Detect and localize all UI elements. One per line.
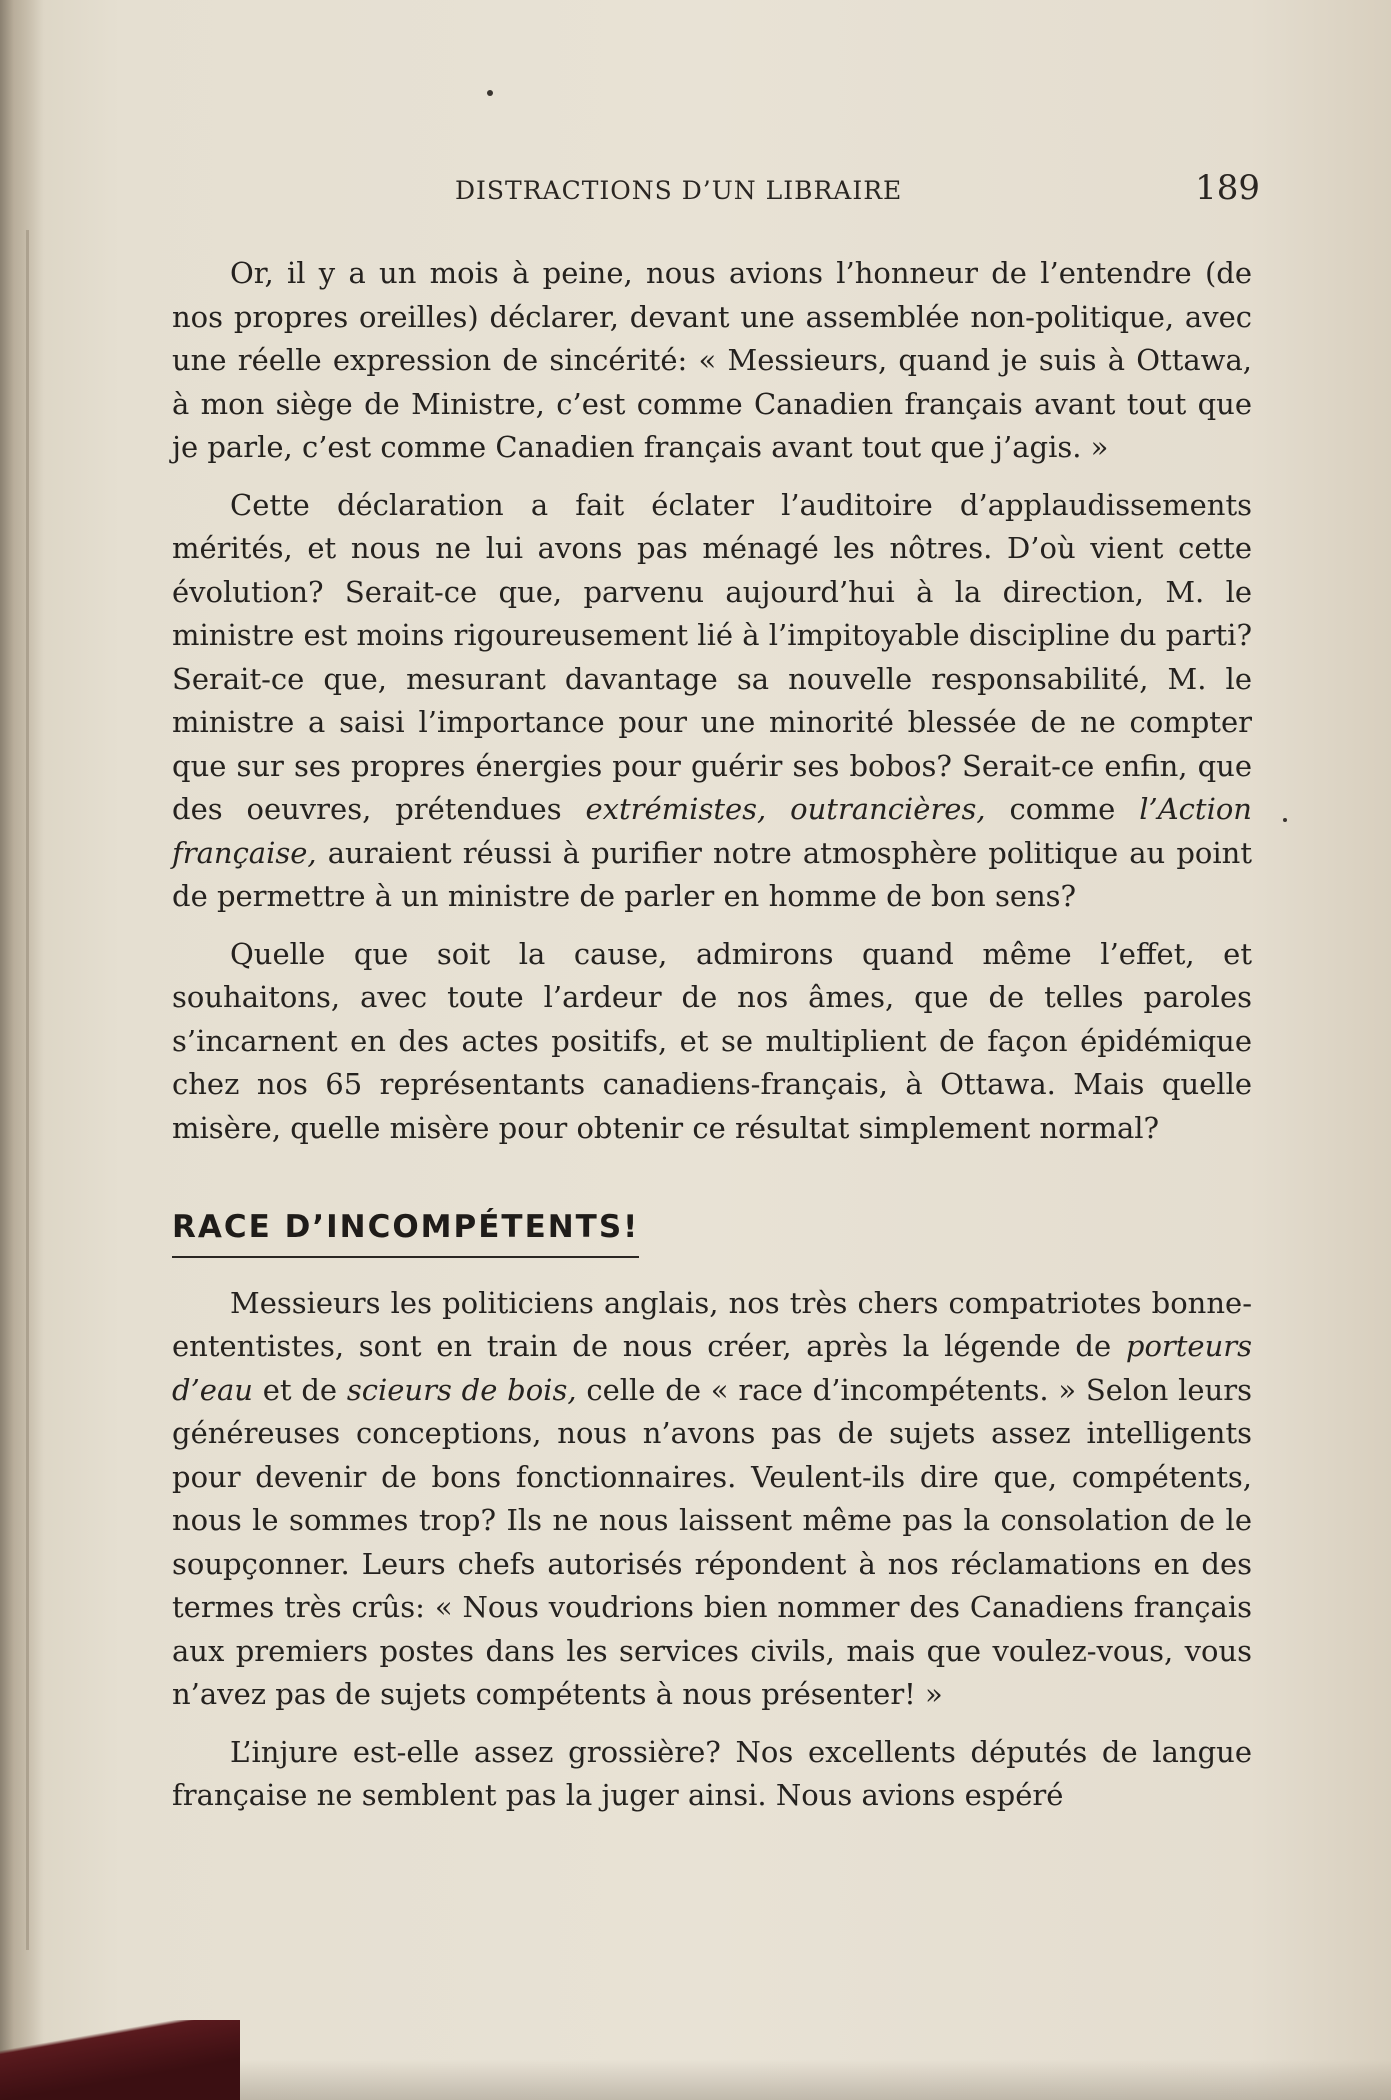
running-title: DISTRACTIONS D’UN LIBRAIRE	[455, 176, 903, 205]
paragraph-1	[172, 252, 1252, 470]
paragraph-5	[172, 1731, 1252, 1818]
body-text	[172, 252, 1252, 1832]
paragraph-1-text: Or, il y a un mois à peine, nous avions l’honneur de l’entendre (de nos propres oreilles) déclarer, devant une assemblée non-politique, avec une réelle expression de sincérité: « Messieurs, quand je suis à Ottawa, à mon siège de Ministre, c’est comme Canadien français avant tout que je parle, c’est comme Canadien français avant tout que j’agis. »	[172, 256, 1252, 464]
paragraph-2	[172, 484, 1252, 919]
paragraph-4-italic: porteurs d’eau	[172, 1329, 1252, 1407]
paragraph-4-text: celle de « race d’incompétents. » Selon leurs généreuses conceptions, nous n’avons pas de sujets assez intelligents pour devenir de bons fonctionnaires. Veulent-ils dire que, compétents, nous le sommes trop? Ils ne nous laissent même pas la consolation de le soupçonner. Leurs chefs autorisés répondent à nos réclamations en des termes très crûs: « Nous voudrions bien nommer des Canadiens français aux premiers postes dans les services civils, mais que voulez-vous, vous n’avez pas de sujets compétents à nous présenter! »	[172, 1372, 1253, 1711]
paragraph-4	[172, 1282, 1252, 1717]
paragraph-2-italic: l’Action française,	[172, 792, 1252, 870]
paragraph-3-text: Quelle que soit la cause, admirons quand même l’effet, et souhaitons, avec toute l’ardeur de nos âmes, que de telles paroles s’incarnent en des actes positifs, et se multiplient de façon épidémique chez nos 65 représentants canadiens-français, à Ottawa. Mais quelle misère, quelle misère pour obtenir ce résultat simplement normal?	[172, 936, 1252, 1145]
paragraph-2-text: Cette déclaration a fait éclater l’auditoire d’applaudissements mérités, et nous ne lui avons pas ménagé les nôtres. D’où vient cette évolution? Serait-ce que, parvenu aujourd’hui à la direction, M. le ministre est moins rigoureusement lié à l’impitoyable discipline du parti? Serait-ce que, mesurant davantage sa nouvelle responsabilité, M. le ministre a saisi l’importance pour une minorité blessée de ne compter que sur ses propres énergies pour guérir ses bobos? Serait-ce enfin, que des oeuvres, prétendues	[172, 487, 1252, 826]
page-header	[170, 168, 1260, 212]
page-number: 189	[1195, 168, 1260, 208]
paragraph-5-text: L’injure est-elle assez grossière? Nos excellents députés de langue française ne semblent pas la juger ainsi. Nous avions espéré	[172, 1734, 1252, 1812]
section-heading: RACE D’INCOMPÉTENTS!	[172, 1206, 639, 1258]
paragraph-2-italic: extrémistes, outrancières,	[585, 792, 986, 826]
ink-speck	[1283, 818, 1287, 822]
book-cover-corner	[0, 2020, 240, 2100]
gutter-line	[26, 230, 29, 1950]
paragraph-4-italic: scieurs de bois,	[346, 1372, 577, 1407]
paragraph-4-text: Messieurs les politiciens anglais, nos très chers compatriotes bonne-ententistes, sont en train de nous créer, après la légende de	[172, 1285, 1252, 1363]
paragraph-2-text: auraient réussi à purifier notre atmosphère politique au point de permettre à un ministre de parler en homme de bon sens?	[172, 835, 1252, 913]
gutter-shadow	[0, 0, 44, 2100]
ink-speck	[487, 90, 493, 96]
paragraph-4-text: et de	[252, 1372, 347, 1407]
section-heading-wrap	[172, 1164, 1252, 1282]
paragraph-3	[172, 933, 1252, 1151]
paragraph-2-text: comme	[985, 792, 1140, 826]
